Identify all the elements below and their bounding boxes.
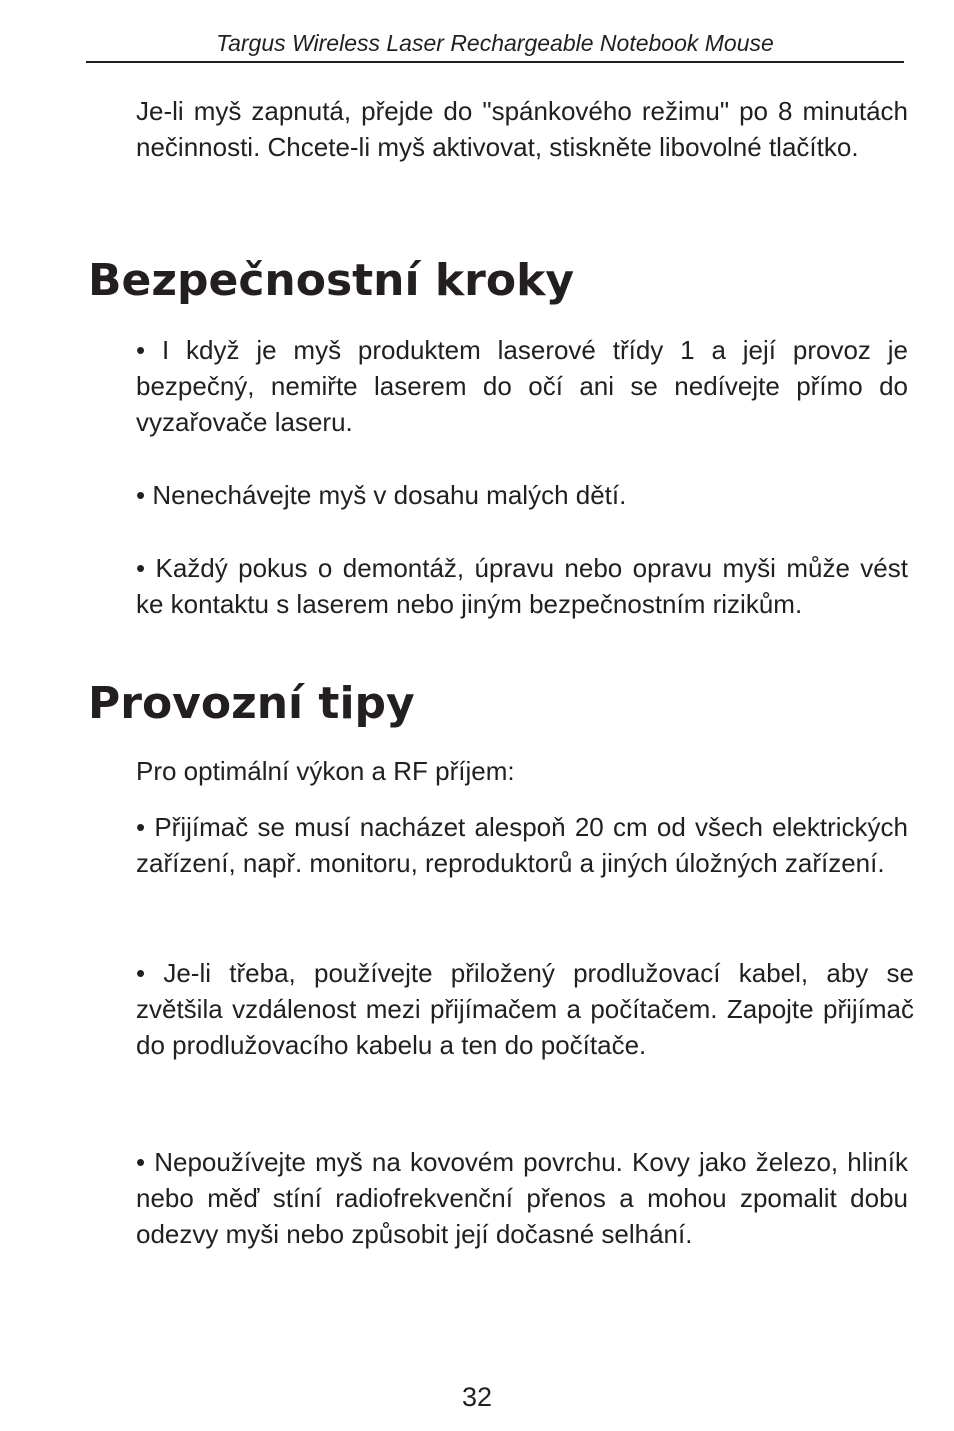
tips-item-extension-cable: • Je-li třeba, používejte přiložený prodlužovací kabel, aby se zvětšila vzdálenost mezi přijímačem a počítačem. Zapojte přijímač do prodlužovacího kabelu a ten do počítače.	[136, 958, 914, 1060]
tips-item-receiver-distance: • Přijímač se musí nacházet alespoň 20 cm od všech elektrických zařízení, např. monitoru, reproduktorů a jiných úložných zařízení.	[136, 812, 908, 878]
tips-lead: Pro optimální výkon a RF příjem:	[136, 756, 515, 786]
safety-item-disassembly: • Každý pokus o demontáž, úpravu nebo opravu myši může vést ke kontaktu s laserem nebo jiným bezpečnostním rizikům.	[136, 553, 908, 619]
running-header: Targus Wireless Laser Rechargeable Notebook Mouse	[216, 30, 774, 56]
tips-heading: Provozní tipy	[88, 678, 415, 729]
safety-item-laser: • I když je myš produktem laserové třídy 1 a její provoz je bezpečný, nemiřte laserem do očí ani se nedívejte přímo do vyzařovače laseru.	[136, 335, 908, 437]
safety-item-children: • Nenechávejte myš v dosahu malých dětí.	[136, 480, 627, 510]
intro-paragraph: Je-li myš zapnutá, přejde do "spánkového režimu" po 8 minutách nečinnosti. Chcete-li myš aktivovat, stiskněte libovolné tlačítko.	[136, 96, 908, 162]
safety-heading: Bezpečnostní kroky	[88, 255, 575, 306]
tips-item-metal-surface: • Nepoužívejte myš na kovovém povrchu. Kovy jako železo, hliník nebo měď stíní radiofrekvenční přenos a mohou zpomalit dobu odezvy myši nebo způsobit její dočasné selhání.	[136, 1147, 908, 1249]
header-rule	[86, 61, 904, 63]
page-number: 32	[461, 1382, 493, 1412]
